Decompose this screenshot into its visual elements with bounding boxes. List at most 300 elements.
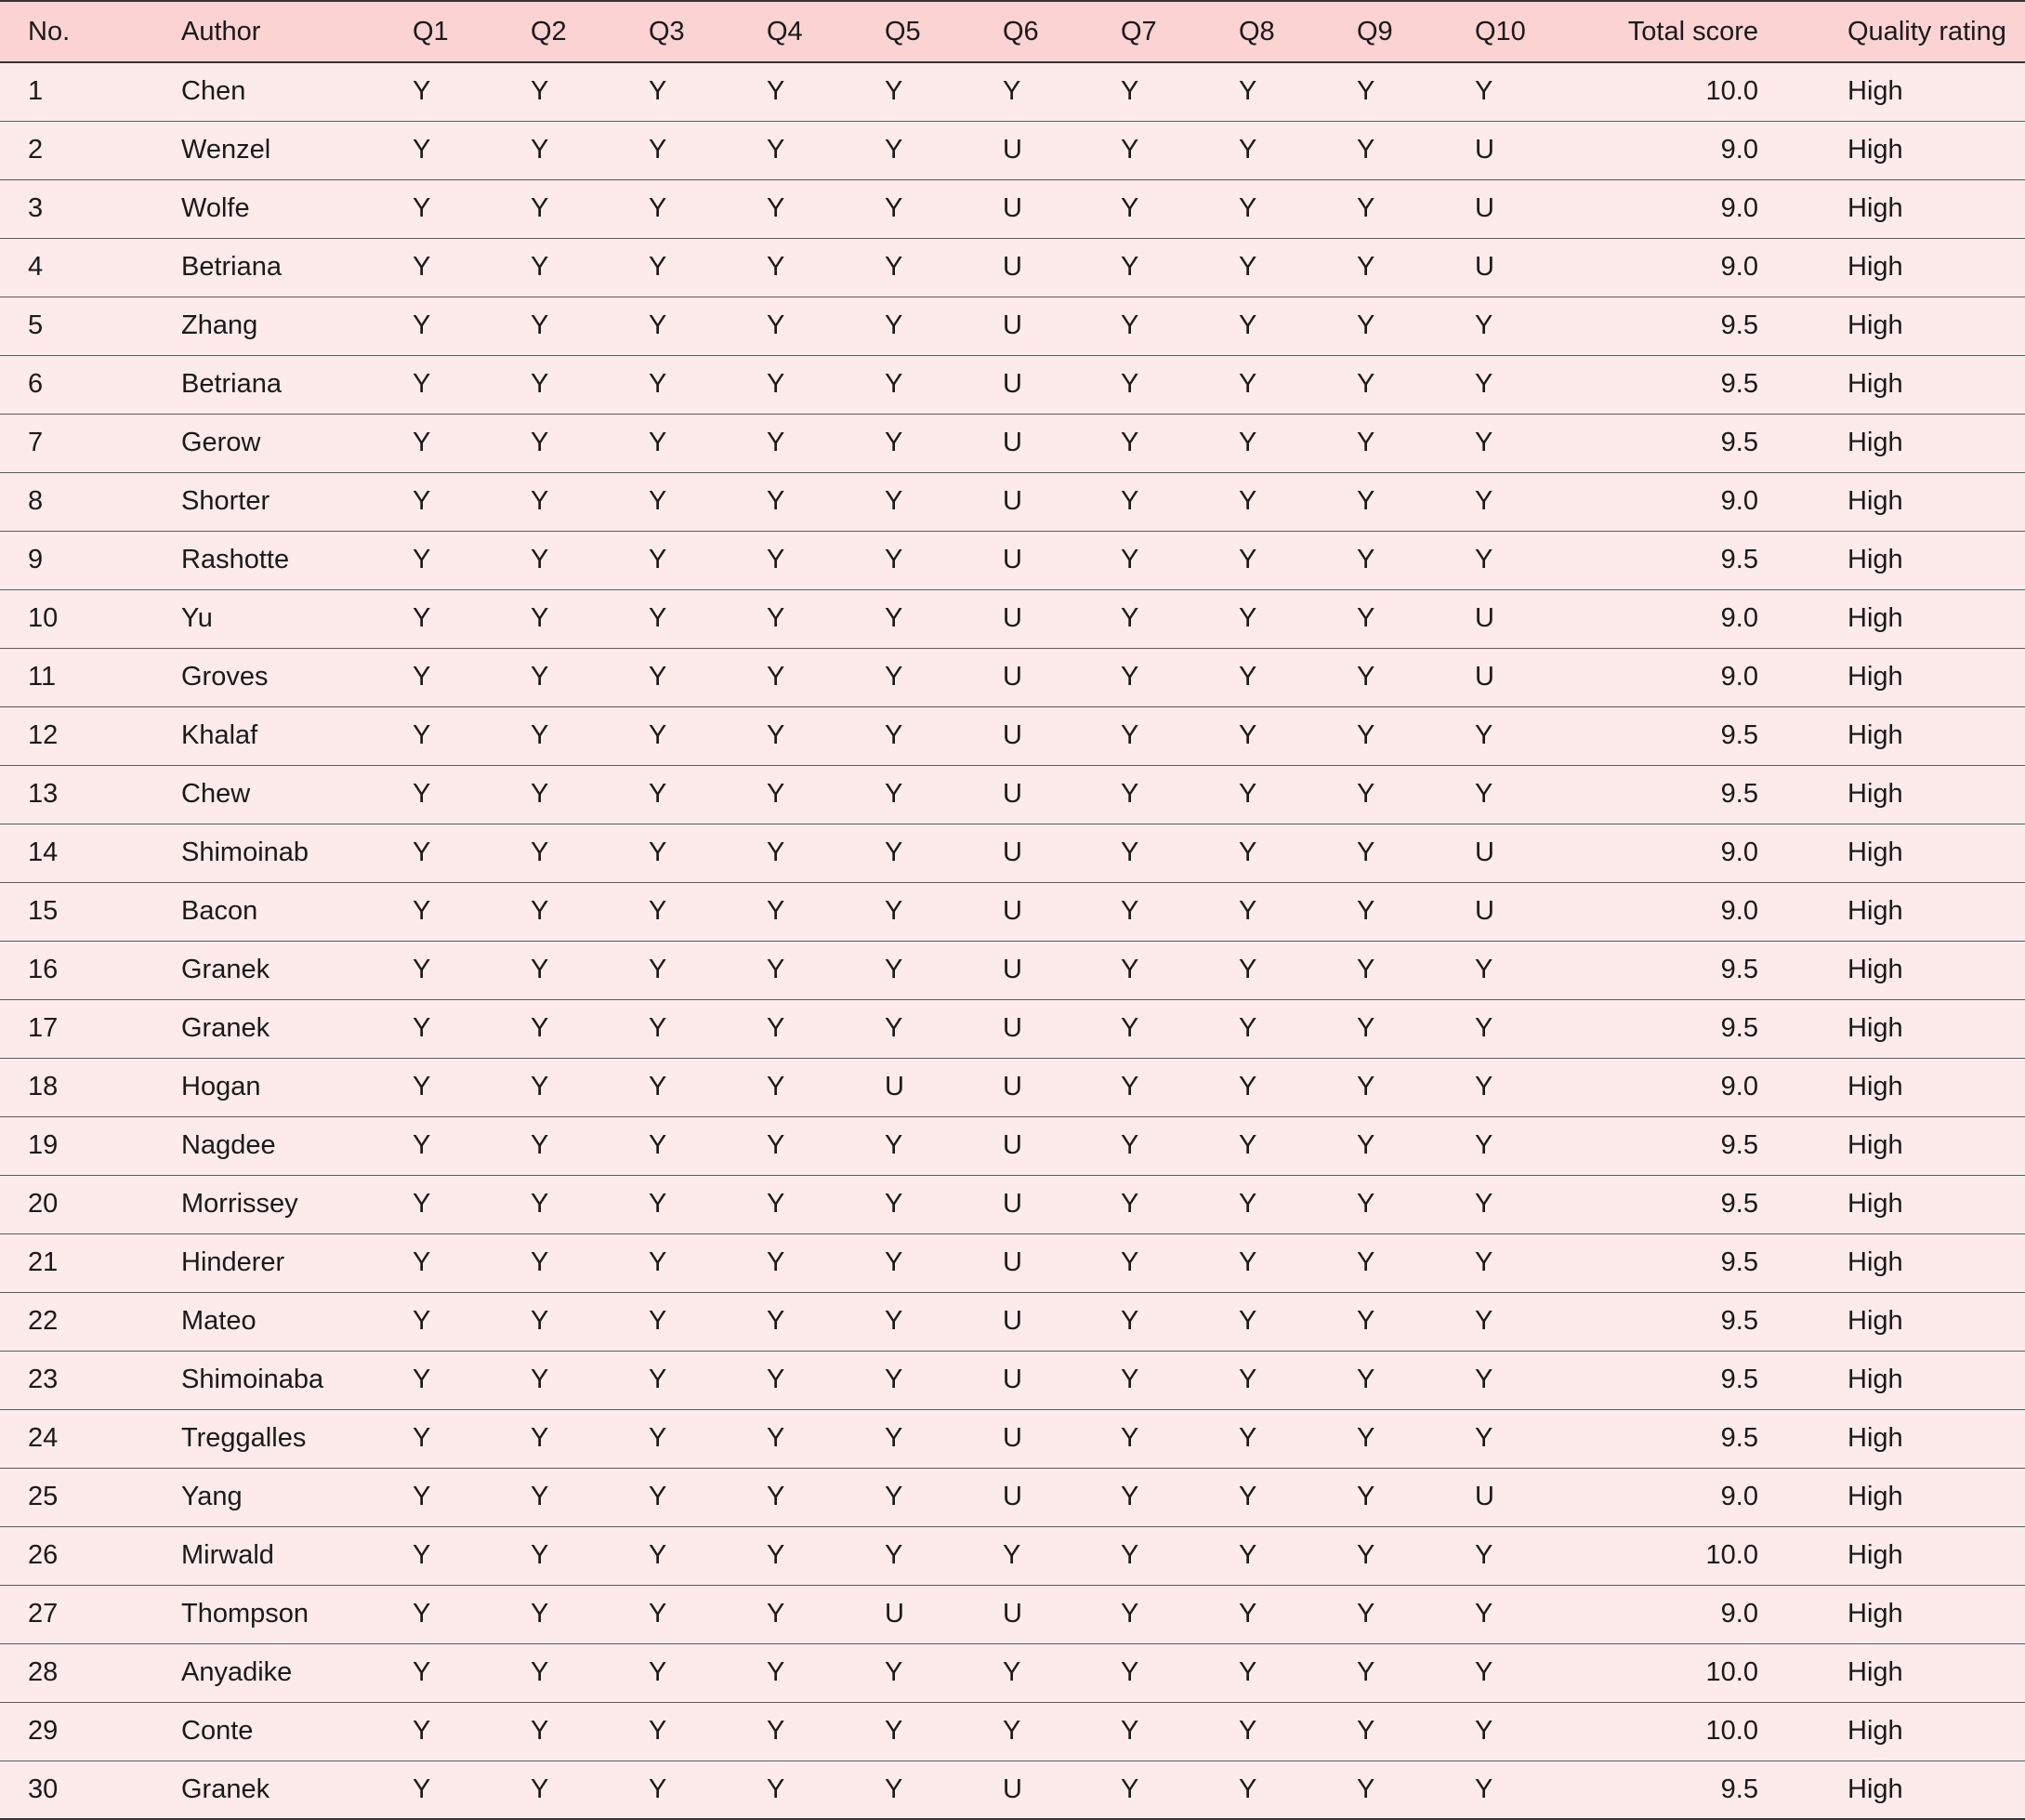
cell-no: 21 — [0, 1233, 181, 1292]
cell-q3: Y — [649, 1526, 767, 1585]
cell-quality-rating: High — [1758, 1058, 2025, 1116]
cell-quality-rating: High — [1758, 589, 2025, 648]
cell-author: Gerow — [181, 414, 413, 472]
cell-q3: Y — [649, 179, 767, 238]
cell-q8: Y — [1239, 1761, 1357, 1819]
cell-total-score: 9.5 — [1593, 531, 1758, 589]
cell-q10: U — [1475, 179, 1593, 238]
cell-quality-rating: High — [1758, 1761, 2025, 1819]
cell-q3: Y — [649, 472, 767, 531]
cell-total-score: 9.0 — [1593, 238, 1758, 297]
table-body — [0, 62, 2025, 1819]
cell-q1: Y — [413, 765, 531, 824]
cell-q6: U — [1003, 999, 1121, 1058]
cell-q2: Y — [531, 765, 649, 824]
cell-q6: U — [1003, 1351, 1121, 1409]
cell-q5: Y — [885, 1233, 1003, 1292]
cell-q10: Y — [1475, 62, 1593, 121]
cell-q7: Y — [1121, 179, 1239, 238]
cell-q7: Y — [1121, 1233, 1239, 1292]
cell-q4: Y — [767, 882, 885, 941]
cell-q2: Y — [531, 999, 649, 1058]
cell-no: 14 — [0, 824, 181, 882]
cell-q2: Y — [531, 179, 649, 238]
cell-q2: Y — [531, 414, 649, 472]
cell-q9: Y — [1357, 179, 1475, 238]
cell-total-score: 9.0 — [1593, 589, 1758, 648]
cell-q10: Y — [1475, 1351, 1593, 1409]
cell-total-score: 9.5 — [1593, 1175, 1758, 1233]
cell-q1: Y — [413, 1702, 531, 1761]
cell-q4: Y — [767, 121, 885, 179]
cell-q6: U — [1003, 1233, 1121, 1292]
column-header-q7: Q7 — [1121, 1, 1239, 62]
cell-total-score: 9.5 — [1593, 297, 1758, 355]
cell-q6: U — [1003, 414, 1121, 472]
table-row — [0, 1526, 2025, 1585]
cell-author: Khalaf — [181, 706, 413, 765]
table-header — [0, 1, 2025, 62]
column-header-q10: Q10 — [1475, 1, 1593, 62]
cell-q10: Y — [1475, 1643, 1593, 1702]
cell-q5: Y — [885, 179, 1003, 238]
cell-q1: Y — [413, 706, 531, 765]
cell-q3: Y — [649, 297, 767, 355]
cell-q7: Y — [1121, 1292, 1239, 1351]
cell-q4: Y — [767, 706, 885, 765]
table-row — [0, 355, 2025, 414]
cell-no: 1 — [0, 62, 181, 121]
cell-q6: U — [1003, 472, 1121, 531]
cell-q9: Y — [1357, 355, 1475, 414]
table-row — [0, 472, 2025, 531]
table-row — [0, 1761, 2025, 1819]
cell-q4: Y — [767, 531, 885, 589]
cell-author: Yu — [181, 589, 413, 648]
cell-q8: Y — [1239, 472, 1357, 531]
cell-q6: U — [1003, 706, 1121, 765]
cell-q2: Y — [531, 706, 649, 765]
column-header-q1: Q1 — [413, 1, 531, 62]
cell-total-score: 10.0 — [1593, 1526, 1758, 1585]
cell-q2: Y — [531, 1116, 649, 1175]
cell-q9: Y — [1357, 706, 1475, 765]
cell-q3: Y — [649, 1702, 767, 1761]
cell-q5: Y — [885, 1702, 1003, 1761]
cell-q10: Y — [1475, 1058, 1593, 1116]
table-row — [0, 62, 2025, 121]
cell-q9: Y — [1357, 1292, 1475, 1351]
cell-total-score: 9.0 — [1593, 472, 1758, 531]
cell-q9: Y — [1357, 1116, 1475, 1175]
cell-author: Betriana — [181, 355, 413, 414]
cell-author: Morrissey — [181, 1175, 413, 1233]
cell-author: Granek — [181, 1761, 413, 1819]
cell-no: 8 — [0, 472, 181, 531]
cell-q7: Y — [1121, 121, 1239, 179]
table-row — [0, 648, 2025, 706]
cell-q1: Y — [413, 62, 531, 121]
cell-quality-rating: High — [1758, 1116, 2025, 1175]
column-header-total-score: Total score — [1593, 1, 1758, 62]
cell-total-score: 9.0 — [1593, 648, 1758, 706]
cell-no: 12 — [0, 706, 181, 765]
cell-q6: U — [1003, 941, 1121, 999]
cell-q2: Y — [531, 121, 649, 179]
cell-q6: U — [1003, 1468, 1121, 1526]
cell-no: 5 — [0, 297, 181, 355]
cell-q8: Y — [1239, 589, 1357, 648]
cell-q8: Y — [1239, 414, 1357, 472]
cell-total-score: 9.0 — [1593, 179, 1758, 238]
cell-q4: Y — [767, 1526, 885, 1585]
cell-q4: Y — [767, 297, 885, 355]
cell-quality-rating: High — [1758, 648, 2025, 706]
cell-q9: Y — [1357, 882, 1475, 941]
cell-total-score: 9.0 — [1593, 1058, 1758, 1116]
cell-q7: Y — [1121, 1175, 1239, 1233]
cell-q10: Y — [1475, 1585, 1593, 1643]
cell-q2: Y — [531, 824, 649, 882]
cell-q4: Y — [767, 1175, 885, 1233]
cell-quality-rating: High — [1758, 941, 2025, 999]
cell-q5: Y — [885, 297, 1003, 355]
cell-q10: U — [1475, 589, 1593, 648]
cell-q8: Y — [1239, 1585, 1357, 1643]
cell-author: Chew — [181, 765, 413, 824]
cell-author: Zhang — [181, 297, 413, 355]
table-row — [0, 121, 2025, 179]
cell-q4: Y — [767, 179, 885, 238]
cell-q8: Y — [1239, 355, 1357, 414]
cell-q4: Y — [767, 1409, 885, 1468]
cell-quality-rating: High — [1758, 121, 2025, 179]
cell-q3: Y — [649, 648, 767, 706]
cell-q4: Y — [767, 1116, 885, 1175]
cell-q10: U — [1475, 648, 1593, 706]
cell-q7: Y — [1121, 531, 1239, 589]
cell-q3: Y — [649, 414, 767, 472]
column-header-q4: Q4 — [767, 1, 885, 62]
cell-q9: Y — [1357, 648, 1475, 706]
cell-no: 15 — [0, 882, 181, 941]
cell-q7: Y — [1121, 355, 1239, 414]
cell-q4: Y — [767, 824, 885, 882]
cell-q2: Y — [531, 472, 649, 531]
cell-q8: Y — [1239, 297, 1357, 355]
cell-q10: Y — [1475, 414, 1593, 472]
cell-q7: Y — [1121, 1468, 1239, 1526]
cell-q1: Y — [413, 882, 531, 941]
cell-q9: Y — [1357, 941, 1475, 999]
cell-quality-rating: High — [1758, 355, 2025, 414]
cell-quality-rating: High — [1758, 62, 2025, 121]
cell-q1: Y — [413, 941, 531, 999]
cell-q7: Y — [1121, 1643, 1239, 1702]
cell-q6: Y — [1003, 1526, 1121, 1585]
cell-author: Betriana — [181, 238, 413, 297]
cell-q4: Y — [767, 472, 885, 531]
cell-no: 17 — [0, 999, 181, 1058]
cell-total-score: 9.0 — [1593, 824, 1758, 882]
cell-q7: Y — [1121, 1409, 1239, 1468]
cell-no: 4 — [0, 238, 181, 297]
cell-q10: Y — [1475, 999, 1593, 1058]
cell-q7: Y — [1121, 1761, 1239, 1819]
cell-q5: Y — [885, 765, 1003, 824]
cell-q6: U — [1003, 882, 1121, 941]
cell-q8: Y — [1239, 882, 1357, 941]
cell-q9: Y — [1357, 297, 1475, 355]
cell-quality-rating: High — [1758, 1233, 2025, 1292]
cell-q1: Y — [413, 1643, 531, 1702]
cell-author: Mateo — [181, 1292, 413, 1351]
cell-quality-rating: High — [1758, 1702, 2025, 1761]
cell-q5: Y — [885, 824, 1003, 882]
cell-quality-rating: High — [1758, 1175, 2025, 1233]
cell-q1: Y — [413, 1585, 531, 1643]
cell-q6: U — [1003, 355, 1121, 414]
cell-q4: Y — [767, 1351, 885, 1409]
cell-q10: Y — [1475, 1233, 1593, 1292]
cell-quality-rating: High — [1758, 882, 2025, 941]
cell-q1: Y — [413, 824, 531, 882]
table-row — [0, 824, 2025, 882]
cell-q9: Y — [1357, 1702, 1475, 1761]
cell-q5: Y — [885, 1292, 1003, 1351]
cell-q2: Y — [531, 1233, 649, 1292]
cell-q5: Y — [885, 648, 1003, 706]
cell-author: Shorter — [181, 472, 413, 531]
cell-q10: Y — [1475, 1175, 1593, 1233]
cell-no: 9 — [0, 531, 181, 589]
cell-total-score: 9.5 — [1593, 1409, 1758, 1468]
cell-q1: Y — [413, 531, 531, 589]
cell-q8: Y — [1239, 1526, 1357, 1585]
cell-q2: Y — [531, 1058, 649, 1116]
cell-q6: Y — [1003, 1643, 1121, 1702]
cell-q1: Y — [413, 1292, 531, 1351]
cell-q9: Y — [1357, 1585, 1475, 1643]
cell-q9: Y — [1357, 472, 1475, 531]
cell-q2: Y — [531, 648, 649, 706]
cell-quality-rating: High — [1758, 1468, 2025, 1526]
table-row — [0, 1468, 2025, 1526]
cell-q6: U — [1003, 824, 1121, 882]
cell-q6: U — [1003, 1292, 1121, 1351]
cell-q1: Y — [413, 179, 531, 238]
cell-author: Groves — [181, 648, 413, 706]
cell-author: Wolfe — [181, 179, 413, 238]
cell-q7: Y — [1121, 414, 1239, 472]
cell-q8: Y — [1239, 179, 1357, 238]
cell-q8: Y — [1239, 824, 1357, 882]
cell-q3: Y — [649, 355, 767, 414]
cell-total-score: 9.0 — [1593, 882, 1758, 941]
cell-q5: Y — [885, 1526, 1003, 1585]
column-header-q2: Q2 — [531, 1, 649, 62]
cell-q3: Y — [649, 1292, 767, 1351]
cell-q7: Y — [1121, 1116, 1239, 1175]
cell-no: 18 — [0, 1058, 181, 1116]
cell-q8: Y — [1239, 1643, 1357, 1702]
cell-q5: Y — [885, 472, 1003, 531]
cell-q9: Y — [1357, 62, 1475, 121]
cell-no: 24 — [0, 1409, 181, 1468]
table-row — [0, 1702, 2025, 1761]
cell-q7: Y — [1121, 824, 1239, 882]
cell-q5: Y — [885, 1468, 1003, 1526]
cell-q7: Y — [1121, 999, 1239, 1058]
cell-q7: Y — [1121, 882, 1239, 941]
cell-q2: Y — [531, 1292, 649, 1351]
cell-q9: Y — [1357, 1233, 1475, 1292]
cell-q9: Y — [1357, 1409, 1475, 1468]
cell-q4: Y — [767, 62, 885, 121]
cell-q5: Y — [885, 238, 1003, 297]
cell-q7: Y — [1121, 472, 1239, 531]
cell-q7: Y — [1121, 706, 1239, 765]
cell-q3: Y — [649, 1233, 767, 1292]
cell-q4: Y — [767, 1585, 885, 1643]
cell-q5: Y — [885, 941, 1003, 999]
cell-q8: Y — [1239, 238, 1357, 297]
cell-q4: Y — [767, 1292, 885, 1351]
cell-q4: Y — [767, 589, 885, 648]
cell-q10: U — [1475, 882, 1593, 941]
cell-q7: Y — [1121, 1351, 1239, 1409]
cell-q7: Y — [1121, 589, 1239, 648]
column-header-q5: Q5 — [885, 1, 1003, 62]
cell-no: 10 — [0, 589, 181, 648]
cell-q4: Y — [767, 1643, 885, 1702]
cell-q3: Y — [649, 706, 767, 765]
cell-q3: Y — [649, 531, 767, 589]
cell-no: 19 — [0, 1116, 181, 1175]
table-row — [0, 589, 2025, 648]
cell-no: 27 — [0, 1585, 181, 1643]
cell-quality-rating: High — [1758, 179, 2025, 238]
cell-q4: Y — [767, 1233, 885, 1292]
table-row — [0, 414, 2025, 472]
cell-q5: Y — [885, 999, 1003, 1058]
cell-q6: Y — [1003, 1702, 1121, 1761]
cell-author: Conte — [181, 1702, 413, 1761]
cell-q6: U — [1003, 1058, 1121, 1116]
cell-q4: Y — [767, 648, 885, 706]
cell-q5: Y — [885, 355, 1003, 414]
cell-total-score: 9.5 — [1593, 706, 1758, 765]
cell-total-score: 9.5 — [1593, 1351, 1758, 1409]
cell-q10: Y — [1475, 706, 1593, 765]
cell-quality-rating: High — [1758, 472, 2025, 531]
cell-q6: U — [1003, 297, 1121, 355]
cell-q9: Y — [1357, 121, 1475, 179]
cell-total-score: 9.0 — [1593, 1468, 1758, 1526]
cell-q10: Y — [1475, 1702, 1593, 1761]
cell-q3: Y — [649, 1175, 767, 1233]
cell-quality-rating: High — [1758, 1292, 2025, 1351]
cell-q6: U — [1003, 1175, 1121, 1233]
cell-total-score: 9.0 — [1593, 121, 1758, 179]
cell-author: Shimoinaba — [181, 1351, 413, 1409]
cell-no: 16 — [0, 941, 181, 999]
cell-total-score: 9.5 — [1593, 1761, 1758, 1819]
table-row — [0, 1409, 2025, 1468]
cell-total-score: 9.5 — [1593, 1116, 1758, 1175]
cell-q1: Y — [413, 1409, 531, 1468]
cell-q10: Y — [1475, 1116, 1593, 1175]
cell-q8: Y — [1239, 1702, 1357, 1761]
table-row — [0, 1233, 2025, 1292]
cell-quality-rating: High — [1758, 999, 2025, 1058]
cell-q2: Y — [531, 531, 649, 589]
cell-q1: Y — [413, 1116, 531, 1175]
cell-q1: Y — [413, 297, 531, 355]
cell-q4: Y — [767, 238, 885, 297]
cell-quality-rating: High — [1758, 1585, 2025, 1643]
cell-q3: Y — [649, 882, 767, 941]
cell-q5: Y — [885, 1643, 1003, 1702]
cell-quality-rating: High — [1758, 1409, 2025, 1468]
cell-q5: Y — [885, 882, 1003, 941]
cell-q7: Y — [1121, 238, 1239, 297]
cell-quality-rating: High — [1758, 531, 2025, 589]
cell-q1: Y — [413, 1468, 531, 1526]
table-row — [0, 882, 2025, 941]
cell-q7: Y — [1121, 941, 1239, 999]
cell-q7: Y — [1121, 1702, 1239, 1761]
cell-q3: Y — [649, 824, 767, 882]
cell-q1: Y — [413, 648, 531, 706]
cell-author: Yang — [181, 1468, 413, 1526]
cell-q6: U — [1003, 121, 1121, 179]
cell-no: 7 — [0, 414, 181, 472]
cell-q8: Y — [1239, 1468, 1357, 1526]
cell-q9: Y — [1357, 1175, 1475, 1233]
cell-q3: Y — [649, 1585, 767, 1643]
cell-q9: Y — [1357, 999, 1475, 1058]
table-row — [0, 531, 2025, 589]
cell-q1: Y — [413, 1175, 531, 1233]
cell-author: Mirwald — [181, 1526, 413, 1585]
cell-total-score: 9.5 — [1593, 414, 1758, 472]
cell-no: 3 — [0, 179, 181, 238]
cell-q4: Y — [767, 941, 885, 999]
cell-q6: U — [1003, 238, 1121, 297]
cell-q1: Y — [413, 1351, 531, 1409]
cell-total-score: 9.0 — [1593, 1585, 1758, 1643]
cell-total-score: 9.5 — [1593, 941, 1758, 999]
cell-no: 26 — [0, 1526, 181, 1585]
cell-q2: Y — [531, 62, 649, 121]
column-header-author: Author — [181, 1, 413, 62]
cell-author: Shimoinab — [181, 824, 413, 882]
cell-q3: Y — [649, 999, 767, 1058]
cell-q4: Y — [767, 414, 885, 472]
cell-q5: Y — [885, 1175, 1003, 1233]
cell-q9: Y — [1357, 531, 1475, 589]
cell-q7: Y — [1121, 297, 1239, 355]
cell-author: Bacon — [181, 882, 413, 941]
cell-q8: Y — [1239, 1233, 1357, 1292]
cell-q1: Y — [413, 238, 531, 297]
cell-q4: Y — [767, 355, 885, 414]
cell-quality-rating: High — [1758, 414, 2025, 472]
cell-q10: Y — [1475, 531, 1593, 589]
cell-q4: Y — [767, 765, 885, 824]
cell-q6: U — [1003, 531, 1121, 589]
